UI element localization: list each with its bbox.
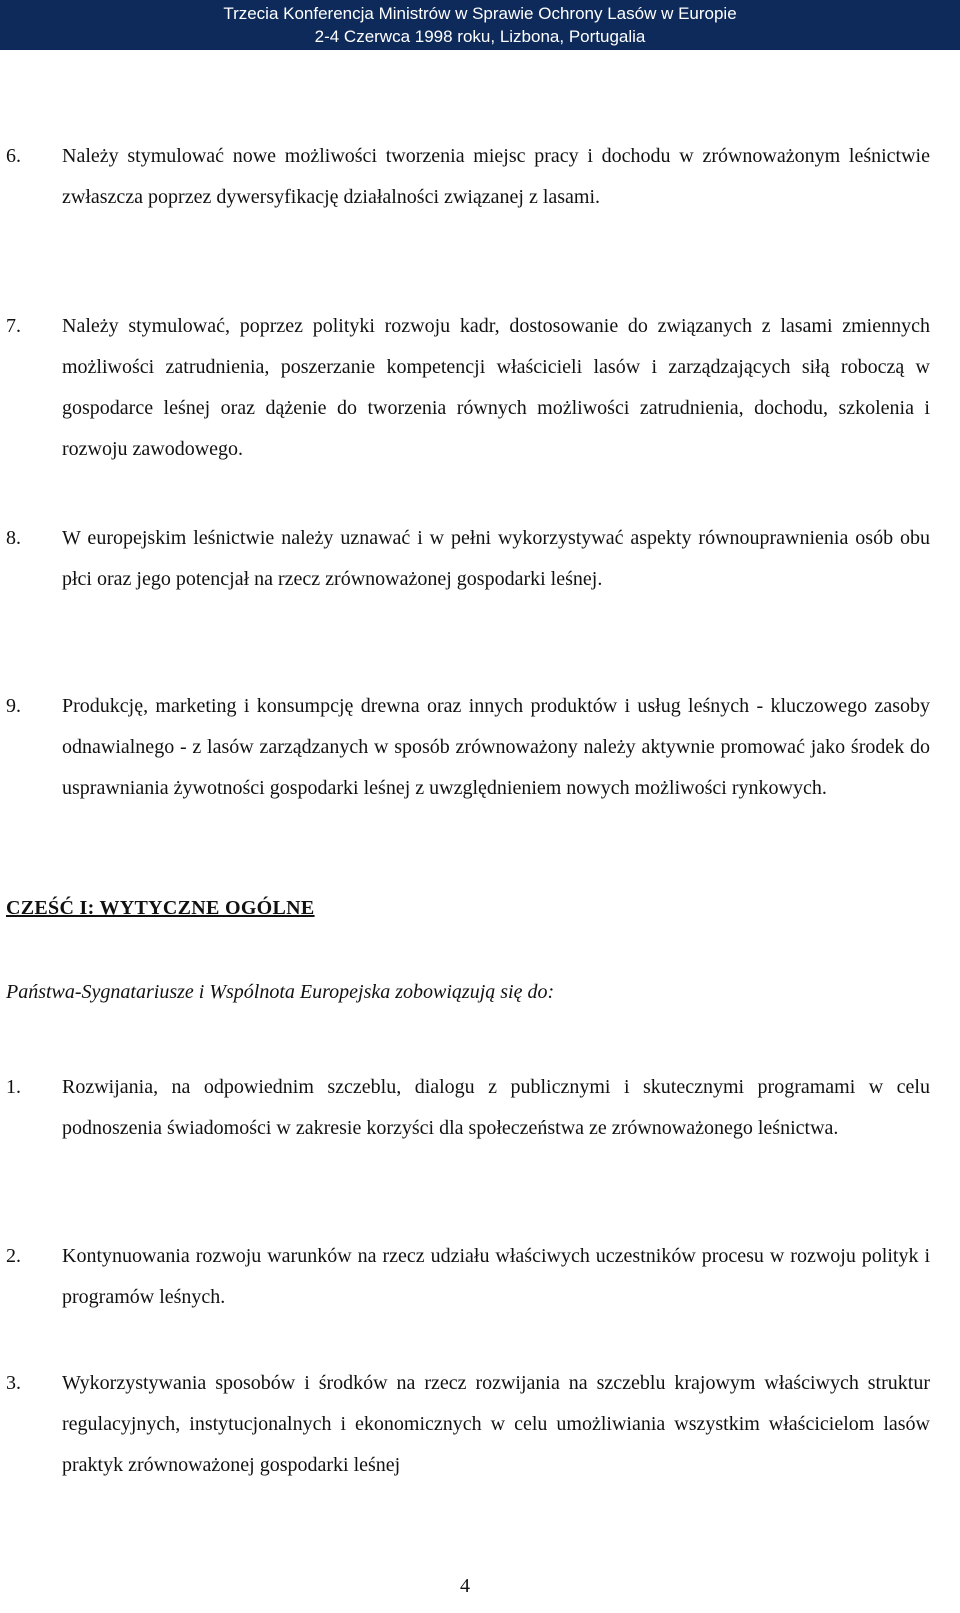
item-text: W europejskim leśnictwie należy uznawać i w pełni wykorzystywać aspekty równouprawnienia osób obu płci oraz jego potencjał na rzecz zrównoważonej gospodarki leśnej. xyxy=(62,527,930,590)
item-number: 2. xyxy=(6,1245,21,1267)
document-header xyxy=(0,0,960,50)
item-text: Wykorzystywania sposobów i środków na rzecz rozwijania na szczeblu krajowym właściwych struktur regulacyjnych, instytucjonalnych i ekonomicznych w celu umożliwiania wszystkim właścicielom lasów praktyk zrównoważonej gospodarki leśnej xyxy=(62,1372,930,1476)
item-number: 6. xyxy=(6,145,21,167)
list-item xyxy=(6,1067,930,1149)
list-item xyxy=(6,1236,930,1318)
list-item xyxy=(6,306,930,470)
item-text: Kontynuowania rozwoju warunków na rzecz udziału właściwych uczestników procesu w rozwoju polityk i programów leśnych. xyxy=(62,1245,930,1308)
section-heading: CZEŚĆ I: WYTYCZNE OGÓLNE xyxy=(6,897,315,919)
item-number: 7. xyxy=(6,315,21,337)
list-item xyxy=(6,518,930,600)
item-number: 8. xyxy=(6,527,21,549)
item-text: Należy stymulować, poprzez polityki rozwoju kadr, dostosowanie do związanych z lasami zmiennych możliwości zatrudnienia, poszerzanie kompetencji właścicieli lasów i zarządzających siłą roboczą w gospodarce leśnej oraz dążenie do tworzenia równych możliwości zatrudnienia, dochodu, szkolenia i rozwoju zawodowego. xyxy=(62,315,930,460)
item-text: Należy stymulować nowe możliwości tworzenia miejsc pracy i dochodu w zrównoważonym leśnictwie zwłaszcza poprzez dywersyfikację działalności związanej z lasami. xyxy=(62,145,930,208)
header-title: Trzecia Konferencja Ministrów w Sprawie Ochrony Lasów w Europie xyxy=(223,4,737,23)
item-number: 1. xyxy=(6,1076,21,1098)
item-text: Rozwijania, na odpowiednim szczeblu, dialogu z publicznymi i skutecznymi programami w celu podnoszenia świadomości w zakresie korzyści dla społeczeństwa ze zrównoważonego leśnictwa. xyxy=(62,1076,930,1139)
header-date-location: 2-4 Czerwca 1998 roku, Lizbona, Portugalia xyxy=(314,27,646,46)
item-text: Produkcję, marketing i konsumpcję drewna oraz innych produktów i usług leśnych - kluczowego zasoby odnawialnego - z lasów zarządzanych w sposób zrównoważony należy aktywnie promować jako środek do usprawniania żywotności gospodarki leśnej z uwzględnieniem nowych możliwości rynkowych. xyxy=(62,695,930,799)
page-number: 4 xyxy=(460,1575,470,1597)
list-item xyxy=(6,686,930,809)
section-subheading: Państwa-Sygnatariusze i Wspólnota Europejska zobowiązują się do: xyxy=(6,981,555,1003)
item-number: 3. xyxy=(6,1372,21,1394)
list-item xyxy=(6,136,930,218)
list-item xyxy=(6,1363,930,1486)
item-number: 9. xyxy=(6,695,21,717)
